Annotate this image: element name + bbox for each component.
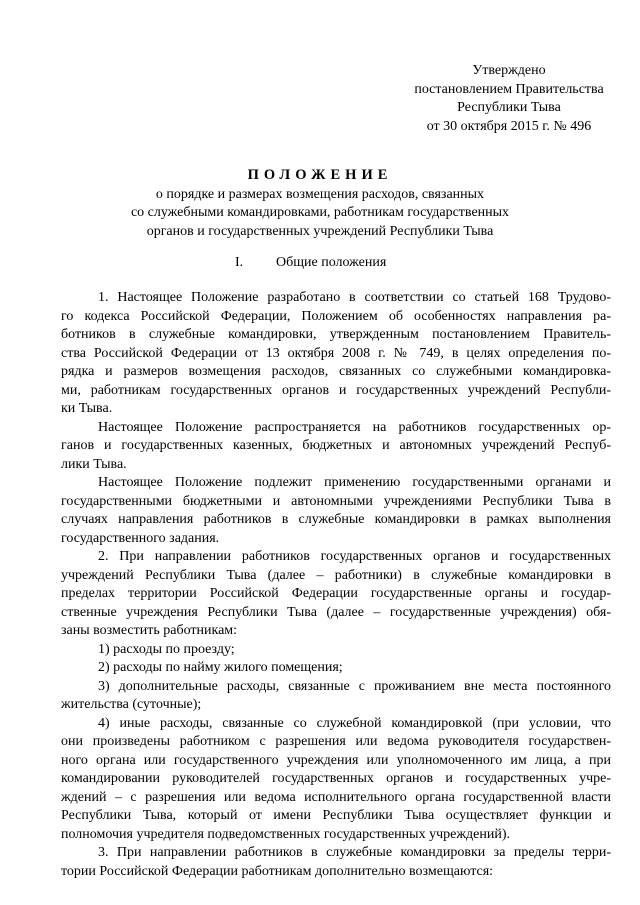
document-title: ПОЛОЖЕНИЕ [247,167,393,183]
body-line: 1) расходы по проезду; [98,641,235,657]
subtitle-line: со служебными командировками, работникам государственных [130,205,510,220]
approval-line: Республики Тыва [457,100,561,115]
body-line: 4) иные расходы, связанные со служебной командировкой (при условии, что [98,715,611,731]
body-line: жительства (суточные); [61,697,202,712]
body-line: 1. Настоящее Положение разработано в соответствии со статьей 168 Трудово- [98,290,611,305]
approval-line: от 30 октября 2015 г. № 496 [426,118,592,134]
body-line: ки Тыва. [61,401,113,416]
body-line: ганов и государственных казенных, бюджетных и автономных учреждений Респуб- [61,438,611,453]
body-line: ственные учреждения Республики Тыва (далее – государственные учреждения) обя- [61,604,611,620]
body-line: 2) расходы по найму жилого помещения; [98,660,343,675]
body-line: государственными бюджетными и автономными учреждениями Республики Тыва в [61,493,611,509]
body-line: 3. При направлении работников в служебные командировки за пределы терри- [98,845,611,860]
approval-line: постановлением Правительства [414,81,604,97]
subtitle-line: органов и государственных учреждений Республики Тыва [146,223,494,239]
document-heading [0,166,640,241]
body-line: заны возместить работникам: [61,623,238,638]
approval-stamp [380,62,638,136]
body-line: го кодекса Российской Федерации, Положением об особенностях направления ра- [61,308,611,324]
body-line: учреждений Республики Тыва (далее – работники) в служебные командировки в [61,567,611,583]
body-line: случаях направления работников в служебные командировки в рамках выполнения [61,512,611,527]
subtitle-line: о порядке и размерах возмещения расходов, связанных [155,186,485,202]
body-line: ства Российской Федерации от 13 октября 2008 г. № 749, в целях определения по- [61,345,611,361]
body-line: ждений – с разрешения или ведома исполнительного органа государственной власти [61,789,611,805]
body-line: Республики Тыва, который от имени Республики Тыва осуществляет функции и [61,808,611,823]
body-line: рядка и размеров возмещения расходов, связанных со служебными командировка- [61,364,611,379]
body-line: полномочия учредителя подведомственных государственных учреждений). [61,826,510,842]
document-body [61,289,611,881]
body-line: лики Тыва. [61,456,127,472]
body-line: государственного задания. [61,530,220,546]
document-subtitle [0,186,640,242]
body-line: они произведены работником с разрешения или ведома руководителя государствен- [61,734,611,749]
approval-line: Утверждено [472,63,546,78]
body-line: тории Российской Федерации работникам дополнительно возмещаются: [61,863,494,879]
body-line: командировании руководителей государственных органов и государственных учре- [61,771,611,786]
section-name: Общие положения [276,255,387,270]
body-line: пределах территории Российской Федерации государственные органы и государ- [61,586,611,601]
body-line: ного органа или государственного учреждения или уполномоченного им лица, а при [61,752,611,768]
body-line: 2. При направлении работников государственных органов и государственных [98,549,611,564]
body-line: 3) дополнительные расходы, связанные с проживанием вне места постоянного [98,678,611,694]
body-line: Настоящее Положение подлежит применению государственными органами и [98,475,611,490]
body-line: ми, работникам государственных органов и государственных учреждений Республи- [61,382,611,398]
body-line: Настоящее Положение распространяется на работников государственных ор- [98,419,611,435]
body-line: ботников в служебные командировки, утвержденным постановлением Правитель- [61,327,611,342]
section-number: I. [235,255,244,270]
